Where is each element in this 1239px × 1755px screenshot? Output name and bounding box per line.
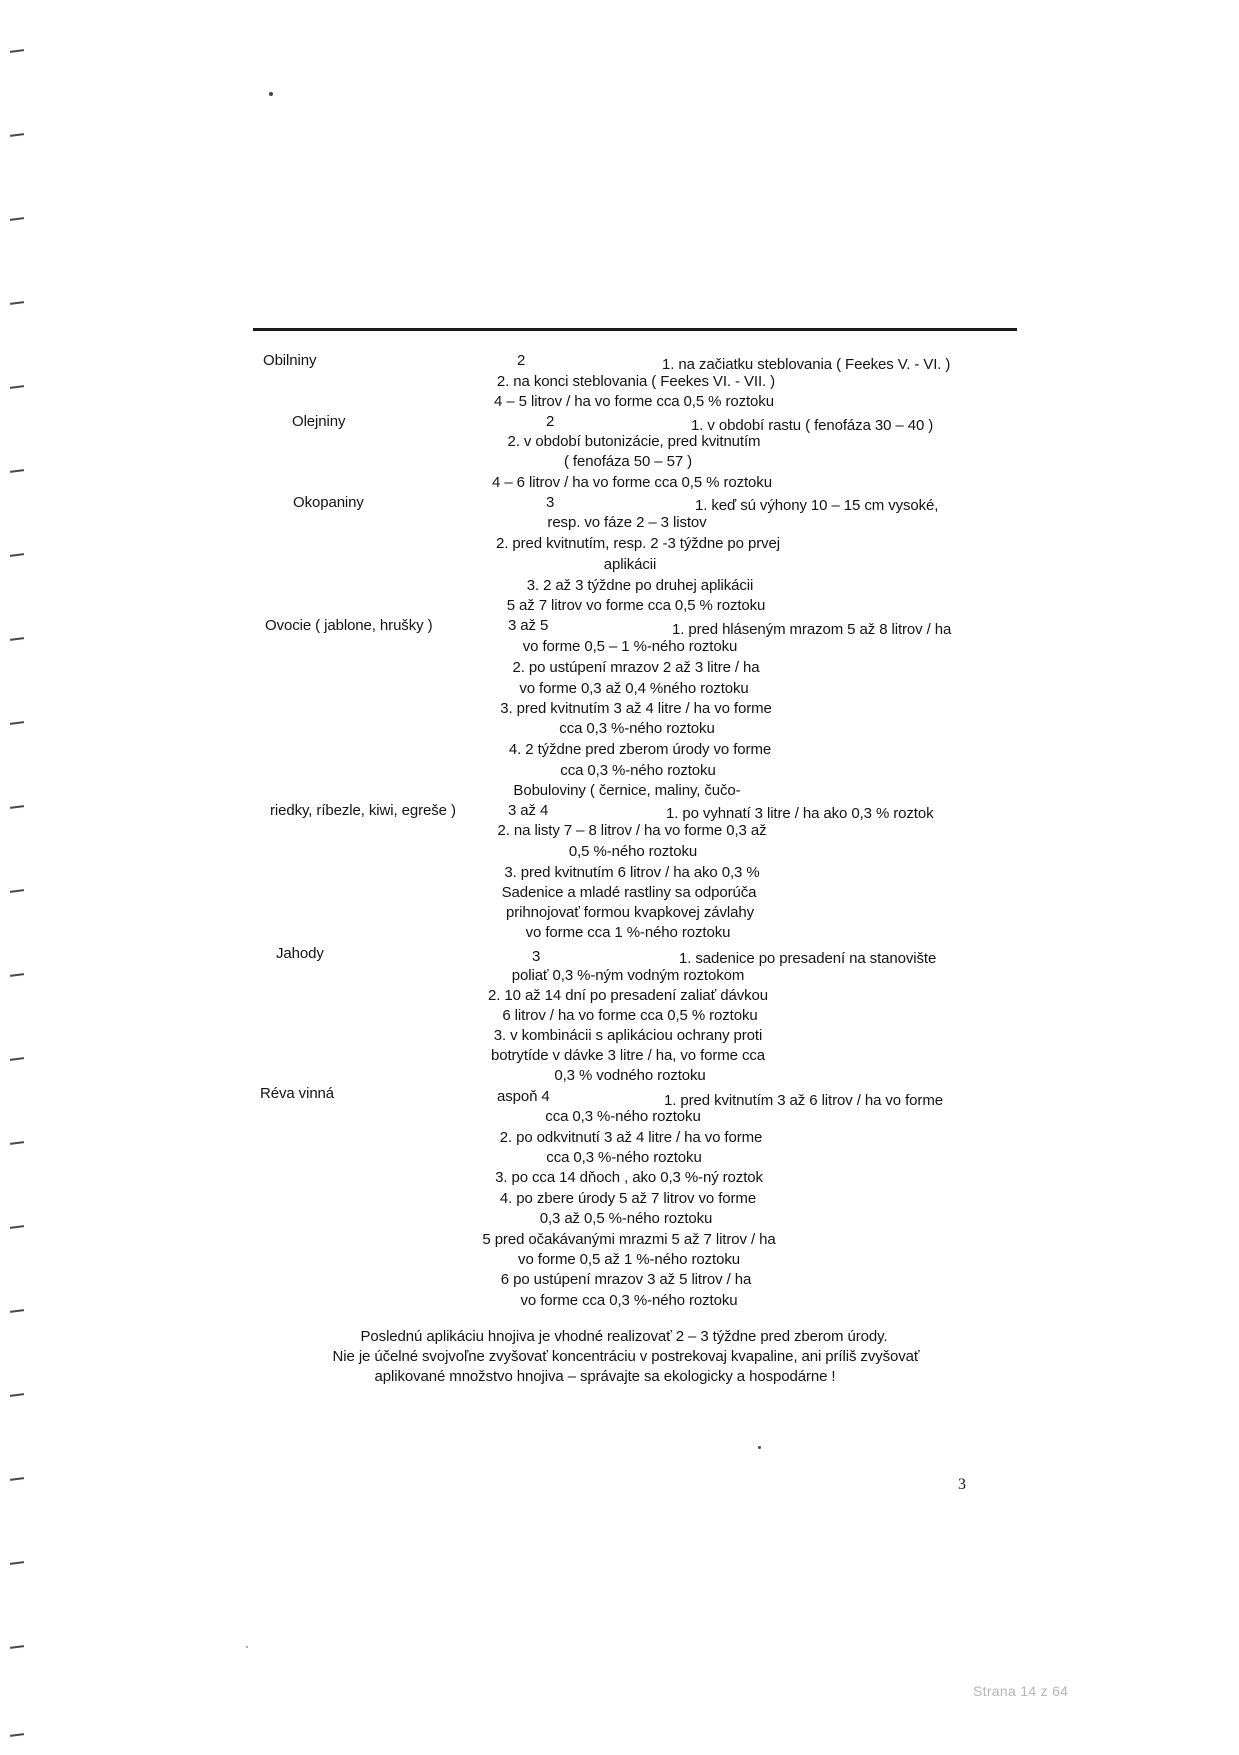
scan-speck	[269, 92, 273, 96]
application-line: vo forme cca 0,3 %-ného roztoku	[520, 1292, 738, 1309]
application-line: 4. po zbere úrody 5 až 7 litrov vo forme	[499, 1190, 757, 1207]
application-line: 1. v období rastu ( fenofáza 30 – 40 )	[691, 417, 934, 434]
margin-mark	[10, 1477, 24, 1481]
application-line: ( fenofáza 50 – 57 )	[563, 453, 693, 470]
application-line: cca 0,3 %-ného roztoku	[559, 720, 715, 737]
application-line: poliať 0,3 %-ným vodným roztokom	[511, 967, 745, 984]
application-line: 3. pred kvitnutím 3 až 4 litre / ha vo forme	[500, 700, 772, 717]
margin-mark	[10, 385, 24, 389]
margin-mark	[10, 1733, 24, 1737]
page-number: 3	[958, 1476, 966, 1493]
top-rule	[253, 328, 1017, 331]
margin-mark	[10, 1057, 24, 1061]
application-count: 3 až 5	[508, 617, 549, 634]
margin-mark	[10, 133, 24, 137]
margin-mark	[10, 889, 24, 893]
margin-mark	[10, 1645, 24, 1649]
application-line: 6 litrov / ha vo forme cca 0,5 % roztoku	[502, 1007, 758, 1024]
closing-note: Poslednú aplikáciu hnojiva je vhodné realizovať 2 – 3 týždne pred zberom úrody.	[360, 1328, 888, 1345]
margin-mark	[10, 805, 24, 809]
application-count: 3	[546, 494, 555, 511]
margin-mark	[10, 1561, 24, 1565]
application-line: 0,5 %-ného roztoku	[568, 843, 698, 860]
application-line: 4 – 6 litrov / ha vo forme cca 0,5 % roztoku	[492, 474, 772, 491]
application-line: 6 po ustúpení mrazov 3 až 5 litrov / ha	[500, 1271, 752, 1288]
application-line: aplikácii	[603, 556, 657, 573]
application-line: vo forme 0,5 až 1 %-ného roztoku	[518, 1251, 740, 1268]
application-line: 0,3 % vodného roztoku	[554, 1067, 706, 1084]
application-line: 2. po ustúpení mrazov 2 až 3 litre / ha	[512, 659, 760, 676]
application-line: cca 0,3 %-ného roztoku	[560, 762, 716, 779]
crop-label: Jahody	[276, 945, 324, 962]
application-line: cca 0,3 %-ného roztoku	[545, 1108, 701, 1125]
margin-mark	[10, 1225, 24, 1229]
application-line: 4 – 5 litrov / ha vo forme cca 0,5 % roztoku	[494, 393, 774, 410]
application-line: 3. v kombinácii s aplikáciou ochrany proti	[493, 1027, 763, 1044]
application-line: 2. po odkvitnutí 3 až 4 litre / ha vo forme	[499, 1129, 763, 1146]
margin-mark	[10, 301, 24, 305]
application-line: 3. pred kvitnutím 6 litrov / ha ako 0,3 %	[504, 864, 760, 881]
application-line: 1. na začiatku steblovania ( Feekes V. - VI. )	[662, 356, 951, 373]
application-count: 2	[546, 413, 555, 430]
margin-mark	[10, 721, 24, 725]
application-line: 1. keď sú výhony 10 – 15 cm vysoké,	[695, 497, 939, 514]
application-count: aspoň 4	[497, 1088, 550, 1105]
margin-mark	[10, 973, 24, 977]
margin-mark	[10, 217, 24, 221]
application-line: 1. po vyhnatí 3 litre / ha ako 0,3 % roztok	[666, 805, 934, 822]
application-line: 3. po cca 14 dňoch , ako 0,3 %-ný roztok	[495, 1169, 763, 1186]
application-line: botrytíde v dávke 3 litre / ha, vo forme cca	[490, 1047, 766, 1064]
margin-mark	[10, 1309, 24, 1313]
application-line: vo forme cca 1 %-ného roztoku	[525, 924, 731, 941]
application-count: 3	[532, 948, 541, 965]
application-line: 2. 10 až 14 dní po presadení zaliať dávkou	[488, 987, 768, 1004]
application-line: 5 pred očakávanými mrazmi 5 až 7 litrov / ha	[482, 1231, 776, 1248]
pdf-page-footer: Strana 14 z 64	[973, 1683, 1069, 1699]
margin-mark	[10, 469, 24, 473]
crop-label: Obilniny	[263, 352, 317, 369]
application-line: cca 0,3 %-ného roztoku	[546, 1149, 702, 1166]
application-line: 3. 2 až 3 týždne po druhej aplikácii	[526, 577, 754, 594]
application-line: 2. v období butonizácie, pred kvitnutím	[507, 433, 761, 450]
application-line: resp. vo fáze 2 – 3 listov	[547, 514, 707, 531]
application-line: vo forme 0,3 až 0,4 %ného roztoku	[519, 680, 749, 697]
crop-label: Okopaniny	[293, 494, 364, 511]
crop-label: Ovocie ( jablone, hrušky )	[265, 617, 433, 634]
application-line: 5 až 7 litrov vo forme cca 0,5 % roztoku	[506, 597, 766, 614]
application-count: 2	[517, 352, 526, 369]
application-line: 1. pred kvitnutím 3 až 6 litrov / ha vo forme	[664, 1092, 943, 1109]
crop-label: riedky, ríbezle, kiwi, egreše )	[270, 802, 456, 819]
crop-label: Bobuloviny ( černice, maliny, čučo-	[513, 782, 741, 799]
closing-note: Nie je účelné svojvoľne zvyšovať koncentráciu v postrekovaj kvapaline, ani príliš zvyšovať	[332, 1348, 920, 1365]
crop-label: Réva vinná	[260, 1085, 335, 1102]
closing-note: aplikované množstvo hnojiva – správajte sa ekologicky a hospodárne !	[374, 1368, 836, 1385]
application-line: 4. 2 týždne pred zberom úrody vo forme	[508, 741, 772, 758]
application-line: prihnojovať formou kvapkovej závlahy	[506, 904, 754, 921]
margin-mark	[10, 1393, 24, 1397]
margin-mark	[10, 553, 24, 557]
application-line: 1. sadenice po presadení na stanovište	[679, 950, 937, 967]
application-line: Sadenice a mladé rastliny sa odporúča	[501, 884, 757, 901]
application-line: 1. pred hláseným mrazom 5 až 8 litrov / ha	[672, 621, 952, 638]
application-line: 0,3 až 0,5 %-ného roztoku	[539, 1210, 713, 1227]
application-line: 2. na konci steblovania ( Feekes VI. - VII. )	[496, 373, 776, 390]
application-line: 2. na listy 7 – 8 litrov / ha vo forme 0,3 až	[497, 822, 767, 839]
crop-label: Olejniny	[292, 413, 346, 430]
application-line: 2. pred kvitnutím, resp. 2 -3 týždne po prvej	[496, 535, 780, 552]
margin-mark	[10, 49, 24, 53]
application-line: vo forme 0,5 – 1 %-ného roztoku	[522, 638, 738, 655]
scan-speck	[246, 1646, 248, 1648]
application-count: 3 až 4	[508, 802, 549, 819]
margin-mark	[10, 637, 24, 641]
margin-mark	[10, 1141, 24, 1145]
scan-speck	[758, 1446, 761, 1449]
